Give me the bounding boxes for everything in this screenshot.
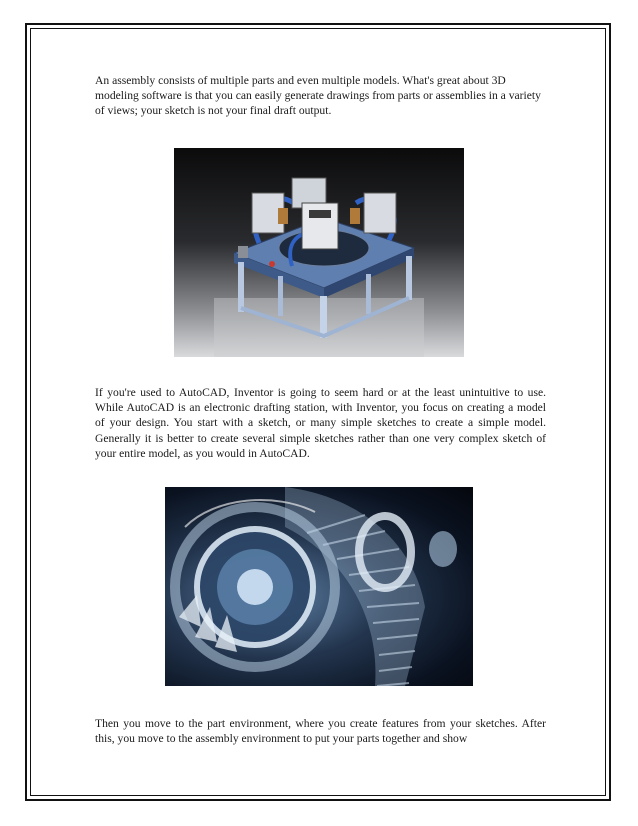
- assembly-machine-illustration: [174, 148, 464, 357]
- table-leg: [278, 276, 283, 316]
- station-right: [364, 193, 396, 233]
- table-leg: [406, 256, 412, 300]
- paragraph-autocad-comparison: If you're used to AutoCAD, Inventor is going to seem hard or at the least unintuitive to use. While AutoCAD is an electronic drafting station, with Inventor, you focus on creating a model of your design. You start with a sketch, or many simple sketches to create a simple model. Generally it is better to create several simple sketches rather than one very complex sketch of your entire model, as you would in AutoCAD.: [95, 386, 546, 460]
- assembly-machine-image: [174, 148, 464, 357]
- component: [278, 208, 288, 224]
- component: [350, 208, 360, 224]
- table-leg: [320, 296, 327, 338]
- indicator-light: [269, 261, 275, 267]
- glass-fitting: [429, 531, 457, 567]
- glass-engine-image: [165, 487, 473, 686]
- station-panel: [309, 210, 331, 218]
- paragraph-part-environment: Then you move to the part environment, where you create features from your sketches. After this, you move to the assembly environment to put your parts together and show: [95, 717, 546, 746]
- paragraph-assembly: An assembly consists of multiple parts and even multiple models. What's great about 3D modeling software is that you can easily generate drawings from parts or assemblies in a variety of views; your sketch is not your final draft output.: [95, 74, 541, 118]
- table-leg: [238, 262, 244, 312]
- turbine-hub: [237, 569, 273, 605]
- glass-engine-illustration: [165, 487, 473, 686]
- control-box: [238, 246, 248, 258]
- table-leg: [366, 274, 371, 314]
- station-front: [302, 203, 338, 249]
